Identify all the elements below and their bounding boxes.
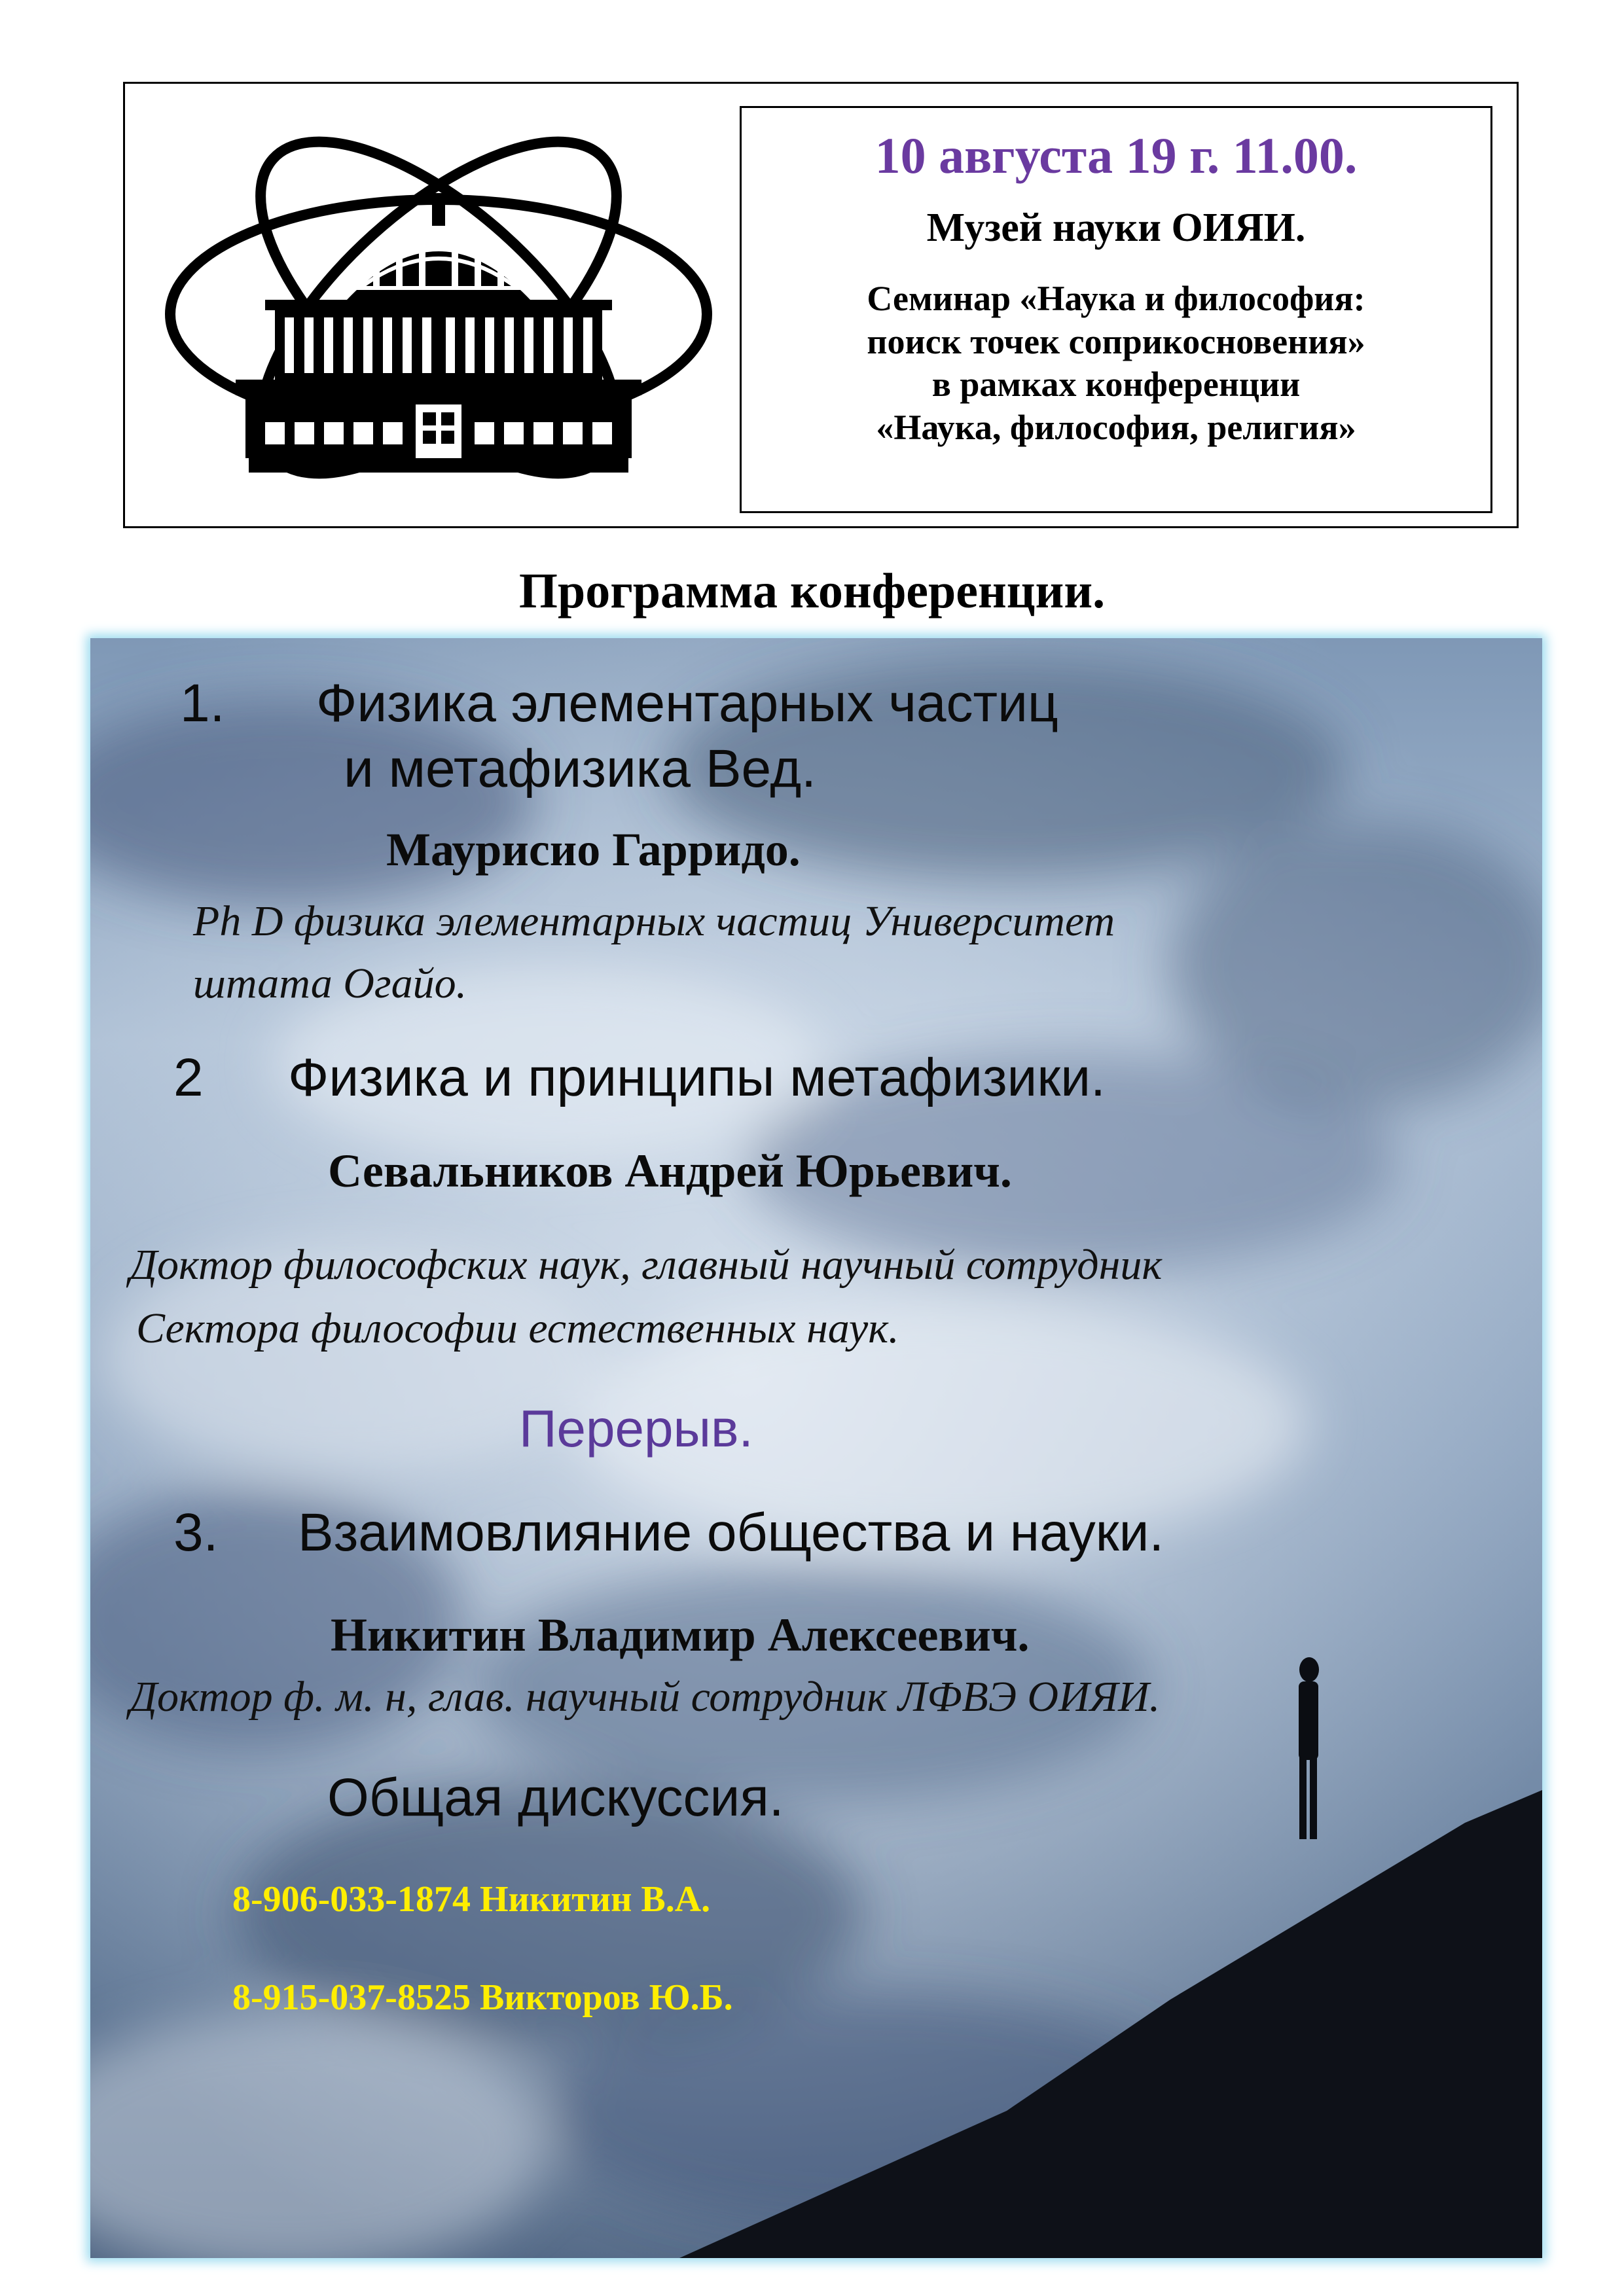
item-1-credentials-line1: Ph D физика элементарных частиц Университет <box>193 897 1115 945</box>
event-date-time: 10 августа 19 г. 11.00. <box>875 127 1358 184</box>
event-venue: Музей науки ОИЯИ. <box>926 205 1306 250</box>
item-2-speaker: Севальников Андрей Юрьевич. <box>328 1145 1012 1197</box>
item-1-speaker: Маурисио Гарридо. <box>386 823 801 876</box>
jinr-logo <box>151 92 727 517</box>
seminar-line: «Наука, философия, религия» <box>876 408 1356 448</box>
seminar-description <box>742 278 1490 450</box>
seminar-line: Семинар «Наука и философия: <box>867 278 1365 318</box>
item-3-credentials-line1: Доктор ф. м. н, глав. научный сотрудник ЛФВЭ ОИЯИ. <box>130 1673 1161 1721</box>
item-1-title-line1: Физика элементарных частиц <box>316 673 1058 733</box>
seminar-line: в рамках конференции <box>931 365 1301 404</box>
item-1-number: 1. <box>180 673 225 733</box>
item-2-credentials-line1: Доктор философских наук, главный научный сотрудник <box>130 1241 1163 1289</box>
seminar-line: поиск точек соприкосновения» <box>867 321 1365 361</box>
contact-nikitin: 8-906-033-1874 Никитин В.А. <box>232 1879 711 1920</box>
item-2-credentials-line2: Сектора философии естественных наук. <box>136 1304 899 1352</box>
discussion-label: Общая дискуссия. <box>327 1768 784 1827</box>
item-3-title-line1: Взаимовлияние общества и науки. <box>298 1503 1164 1562</box>
program-title: Программа конференции. <box>518 564 1106 619</box>
item-2-number: 2 <box>173 1048 204 1107</box>
item-3-speaker: Никитин Владимир Алексеевич. <box>331 1609 1030 1661</box>
break-label: Перерыв. <box>519 1399 753 1458</box>
contact-viktorov: 8-915-037-8525 Викторов Ю.Б. <box>232 1977 733 2018</box>
item-1-credentials-line2: штата Огайо. <box>193 960 467 1007</box>
item-2-title-line1: Физика и принципы метафизики. <box>288 1048 1106 1107</box>
item-1-title-line2: и метафизика Вед. <box>344 739 816 798</box>
sky-background-panel <box>90 638 1542 2258</box>
event-info-box <box>740 106 1492 513</box>
item-3-number: 3. <box>173 1503 219 1562</box>
